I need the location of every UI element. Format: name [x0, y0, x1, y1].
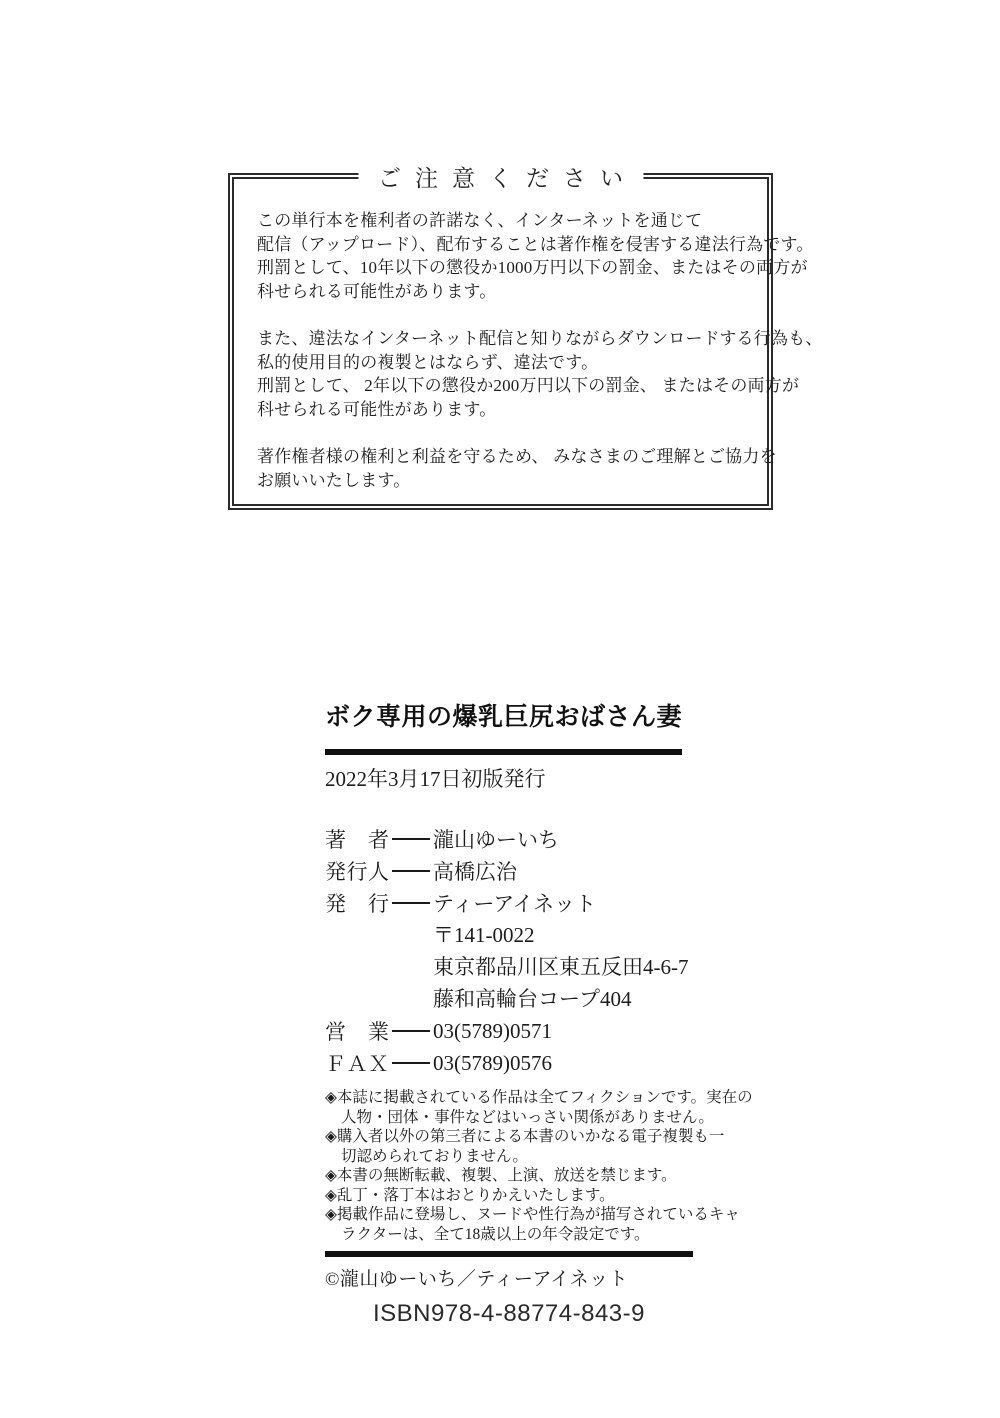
- leader-dash: [392, 870, 430, 872]
- notice-paragraph-upload: [257, 209, 814, 303]
- legal-notes: [325, 1088, 753, 1244]
- note-defective-copy: ◈乱丁・落丁本はおとりかえいたします。: [325, 1186, 615, 1204]
- leader-dash: [392, 1030, 430, 1032]
- notice-text-line: 私的使用目的の複製とはならず、違法です。: [257, 352, 599, 372]
- note-fiction-line-2: 人物・団体・事件などはいっさい関係がありません。: [341, 1108, 714, 1126]
- title-divider-rule: [325, 749, 682, 755]
- publisher-person-label: 発行人: [325, 860, 389, 884]
- sales-label: 営 業: [325, 1020, 389, 1044]
- publisher-label: 発 行: [325, 892, 389, 916]
- publication-info-rows: [325, 823, 725, 1079]
- isbn-number: ISBN978-4-88774-843-9: [372, 1300, 645, 1327]
- notice-text-line: また、違法なインターネット配信と知りながらダウンロードする行為も、: [257, 329, 823, 348]
- postal-code: 〒141-0022: [433, 923, 535, 947]
- notice-text-line: 刑罰として、10年以下の懲役か1000万円以下の罰金、またはその両方が: [257, 258, 808, 277]
- sales-phone-value: 03(5789)0571: [433, 1018, 552, 1043]
- notice-text-line: 著作権者様の権利と利益を守るため、 みなさまのご理解とご協力を: [257, 447, 777, 466]
- publisher-row: [325, 887, 725, 919]
- notice-text-line: この単行本を権利者の許諾なく、インターネットを通じて: [257, 211, 703, 230]
- edition-date: 2022年3月17日初版発行: [325, 767, 546, 791]
- colophon-block: [325, 703, 753, 1328]
- author-label: 著 者: [325, 828, 389, 852]
- address-line-2: 藤和高輪台コープ404: [433, 987, 632, 1011]
- note-copy-line-1: ◈購入者以外の第三者による本書のいかなる電子複製も一: [325, 1128, 725, 1145]
- note-age-line-1: ◈掲載作品に登場し、ヌードや性行為が描写されているキャ: [325, 1206, 740, 1223]
- copyright-notice-box: [228, 166, 823, 510]
- fax-label: ＦＡＸ: [325, 1052, 389, 1076]
- author-value: 瀧山ゆーいち: [433, 828, 559, 852]
- author-row: [325, 823, 725, 855]
- notice-text-line: 科せられる可能性があります。: [257, 399, 497, 419]
- sales-phone-row: [325, 1015, 725, 1047]
- notice-text-line: 配信（アップロード）、配布することは著作権を侵害する違法行為です。: [257, 234, 814, 254]
- notice-text-line: 刑罰として、 2年以下の懲役か200万円以下の罰金、 またはその両方が: [257, 376, 800, 395]
- note-copy-line-2: 切認められておりません。: [341, 1147, 528, 1165]
- note-fiction-line-1: ◈本誌に掲載されている作品は全てフィクションです。実在の: [325, 1089, 753, 1106]
- address-line-1: 東京都品川区東五反田4-6-7: [433, 955, 689, 979]
- fax-row: [325, 1047, 725, 1079]
- publisher-person-value: 高橋広治: [433, 860, 517, 884]
- note-age-line-2: ラクターは、全て18歳以上の年令設定です。: [341, 1225, 650, 1243]
- leader-dash: [392, 838, 430, 840]
- leader-dash: [392, 1062, 430, 1064]
- notice-paragraph-download: [257, 327, 823, 421]
- fax-value: 03(5789)0576: [433, 1050, 552, 1075]
- notice-box-title: ご注意ください: [358, 160, 643, 193]
- copyright-line: ©瀧山ゆーいち／ティーアイネット: [325, 1269, 629, 1290]
- notice-text-line: お願いいたします。: [257, 470, 411, 490]
- publisher-person-row: [325, 855, 725, 887]
- publisher-value: ティーアイネット: [433, 892, 597, 916]
- book-title: ボク専用の爆乳巨尻おばさん妻: [325, 704, 683, 731]
- bottom-divider-rule: [325, 1251, 693, 1257]
- notice-paragraph-request: [257, 445, 777, 492]
- notice-text-line: 科せられる可能性があります。: [257, 281, 497, 301]
- note-reprint: ◈本書の無断転載、複製、上演、放送を禁じます。: [325, 1167, 677, 1184]
- leader-dash: [392, 902, 430, 904]
